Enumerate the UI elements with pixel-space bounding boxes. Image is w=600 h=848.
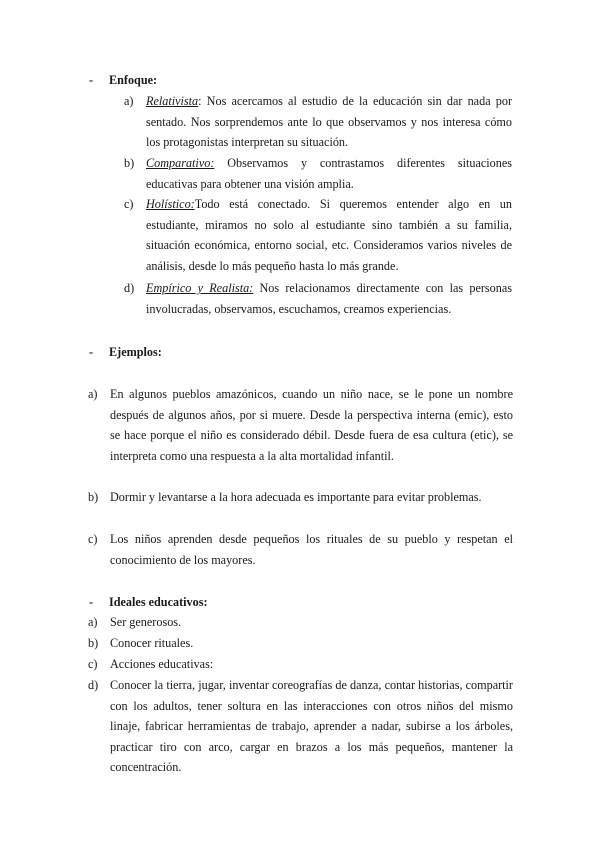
enfoque-item-d: [124, 278, 512, 319]
item-text: Conocer la tierra, jugar, inventar coreografías de danza, contar historias, compartir con los adultos, tener soltura en las interacciones con otros niños del mismo linaje, fabricar herramientas de trabajo, aprender a nadar, subirse a los árboles, practicar tiro con arco, cargar en brazos a los más pequeños, mantener la concentración.: [110, 678, 513, 774]
item-marker: b): [124, 156, 135, 170]
item-marker: a): [88, 615, 98, 629]
item-marker: c): [124, 197, 134, 211]
enfoque-item-b: [124, 153, 512, 194]
enfoque-item-c: [124, 194, 512, 276]
item-text: En algunos pueblos amazónicos, cuando un niño nace, se le pone un nombre después de algunos años, por si muere. Desde la perspectiva interna (emic), esto se hace porque el niño es considerado débil. Desde fuera de esa cultura (etic), se interpreta como una respuesta a la alta mortalidad infantil.: [110, 387, 513, 463]
ideales-item-d: [88, 675, 513, 778]
item-term: Empírico y Realista:: [146, 281, 254, 295]
section-heading-ejemplos: [89, 342, 162, 363]
item-marker: d): [124, 281, 135, 295]
item-text: Observamos y contrastamos diferentes situaciones educativas para obtener una visión amplia.: [146, 156, 512, 191]
section-heading-enfoque: [89, 70, 157, 91]
item-marker: a): [124, 94, 134, 108]
item-marker: d): [88, 678, 99, 692]
bullet-dash: -: [89, 595, 94, 609]
item-term: Holístico:: [146, 197, 195, 211]
item-marker: c): [88, 532, 98, 546]
item-text: Todo está conectado. Si queremos entender algo en un estudiante, miramos no solo al estudiante sino también a su familia, situación económica, entorno social, etc. Consideramos varios niveles de análisis, desde lo más pequeño hasta lo más grande.: [146, 197, 512, 273]
heading-text: Ideales educativos:: [109, 595, 208, 609]
ideales-item-b: [88, 633, 513, 654]
section-heading-ideales: [89, 592, 208, 613]
item-text: Acciones educativas:: [110, 657, 214, 671]
bullet-dash: -: [89, 345, 94, 359]
item-text: Ser generosos.: [110, 615, 182, 629]
ejemplos-item-c: [88, 529, 513, 570]
item-marker: a): [88, 387, 98, 401]
item-text: Los niños aprenden desde pequeños los rituales de su pueblo y respetan el conocimiento de los mayores.: [110, 532, 513, 567]
ideales-item-c: [88, 654, 513, 675]
item-text: Dormir y levantarse a la hora adecuada es importante para evitar problemas.: [110, 490, 482, 504]
ejemplos-item-a: [88, 384, 513, 466]
enfoque-item-a: [124, 91, 512, 153]
item-term-sep: :: [198, 94, 202, 108]
item-text: Nos acercamos al estudio de la educación sin dar nada por sentado. Nos sorprendemos ante lo que observamos y nos interesa cómo los protagonistas interpretan su situación.: [146, 94, 512, 149]
heading-text: Enfoque:: [109, 73, 158, 87]
ideales-item-a: [88, 612, 513, 633]
item-marker: b): [88, 636, 99, 650]
item-text: Conocer rituales.: [110, 636, 194, 650]
item-marker: c): [88, 657, 98, 671]
bullet-dash: -: [89, 73, 94, 87]
item-term: Relativista: [146, 94, 199, 108]
ejemplos-item-b: [88, 487, 513, 508]
item-text: Nos relacionamos directamente con las personas involucradas, observamos, escuchamos, creamos experiencias.: [146, 281, 512, 316]
item-marker: b): [88, 490, 99, 504]
heading-text: Ejemplos:: [109, 345, 162, 359]
item-term: Comparativo:: [146, 156, 215, 170]
